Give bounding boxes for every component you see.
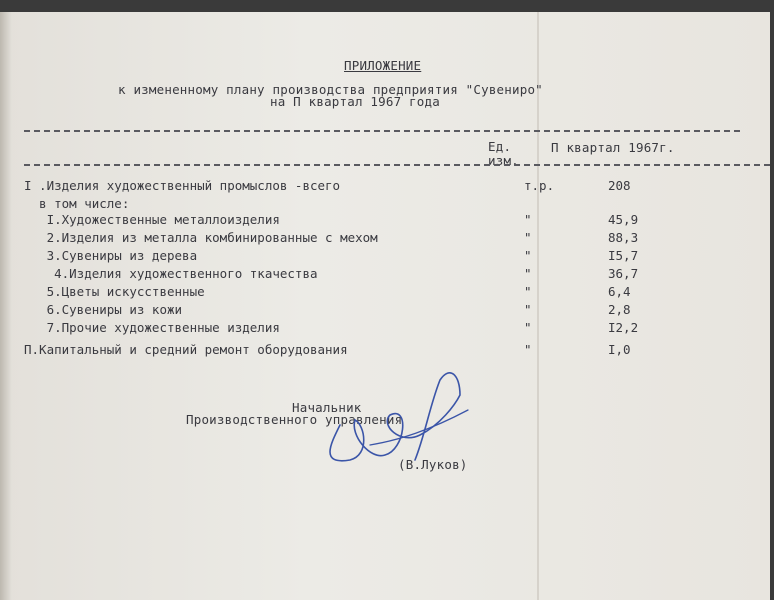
table-row-label: 6.Сувениры из кожи [24, 302, 183, 317]
divider-header [24, 164, 770, 166]
table-row-unit: т.р. [524, 178, 555, 193]
table-row-label: в том числе: [24, 196, 130, 211]
table-row-unit: " [524, 342, 532, 357]
table-row-unit: " [524, 320, 532, 335]
table-row-label: 5.Цветы искусственные [24, 284, 205, 299]
signature-position-line1: Начальник [292, 400, 362, 415]
document-title: ПРИЛОЖЕНИЕ [344, 58, 422, 73]
table-row-label: 4.Изделия художественного ткачества [24, 266, 318, 281]
document-subtitle-line2: на П квартал 1967 года [270, 94, 440, 109]
table-row-unit: " [524, 230, 532, 245]
table-row-label: 2.Изделия из металла комбинированные с мехом [24, 230, 378, 245]
table-row-label: П.Капитальный и средний ремонт оборудования [24, 342, 348, 357]
divider-top [24, 130, 740, 132]
table-row-value: 6,4 [608, 284, 631, 299]
table-row-label: I .Изделия художественный промыслов -всего [24, 178, 341, 193]
table-row-value: I5,7 [608, 248, 639, 263]
table-row-value: 36,7 [608, 266, 639, 281]
table-row-unit: " [524, 266, 532, 281]
table-row-value: I,0 [608, 342, 631, 357]
table-row-unit: " [524, 212, 532, 227]
table-row-label: 7.Прочие художественные изделия [24, 320, 280, 335]
page-edge [0, 12, 12, 600]
table-row-value: I2,2 [608, 320, 639, 335]
table-row-unit: " [524, 302, 532, 317]
table-row-value: 2,8 [608, 302, 631, 317]
table-row-value: 88,3 [608, 230, 639, 245]
table-row-unit: " [524, 284, 532, 299]
table-header-unit-line1: Ед. [488, 139, 512, 154]
table-row-label: I.Художественные металлоизделия [24, 212, 280, 227]
table-row-value: 45,9 [608, 212, 639, 227]
document-subtitle-line1: к измененному плану производства предприятия "Сувениро" [118, 82, 543, 97]
page-fold [537, 12, 539, 600]
table-row-unit: " [524, 248, 532, 263]
table-header-period: П квартал 1967г. [551, 140, 675, 155]
signatory-name: (В.Луков) [398, 457, 468, 472]
table-header-unit-line2: изм. [488, 153, 519, 168]
table-row-label: 3.Сувениры из дерева [24, 248, 198, 263]
handwritten-signature [310, 365, 480, 475]
table-row-value: 208 [608, 178, 631, 193]
signature-position-line2: Производственного управления [186, 412, 403, 427]
